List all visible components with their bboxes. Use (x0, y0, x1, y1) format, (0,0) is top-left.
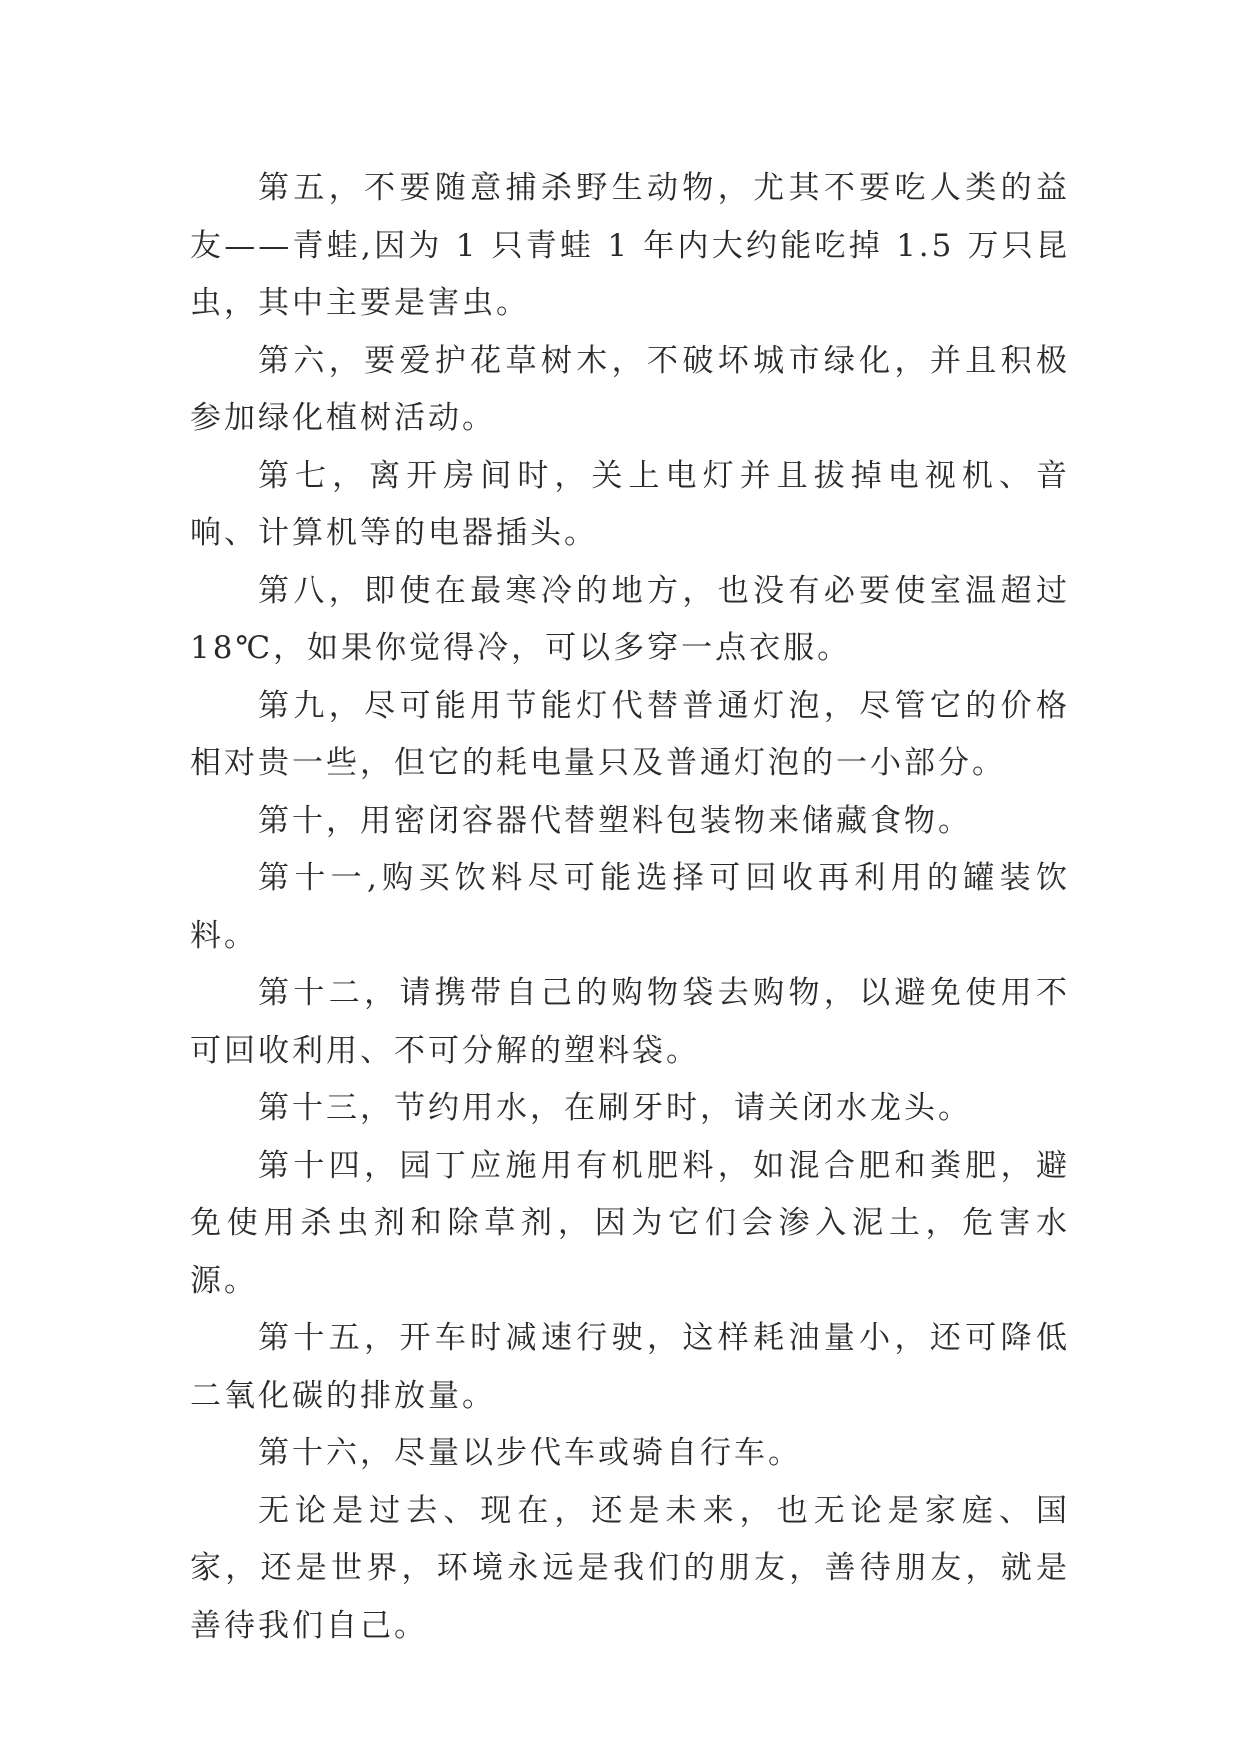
paragraph-item-5: 第五，不要随意捕杀野生动物，尤其不要吃人类的益友——青蛙,因为 1 只青蛙 1 年内大约能吃掉 1.5 万只昆虫，其中主要是害虫。 (190, 170, 1070, 321)
paragraph-item-14: 第十四，园丁应施用有机肥料，如混合肥和粪肥，避免使用杀虫剂和除草剂，因为它们会渗入泥土，危害水源。 (190, 1147, 1070, 1299)
document-body (190, 160, 1070, 1655)
paragraph-item-16: 第十六，尽量以步代车或骑自行车。 (258, 1435, 802, 1471)
closing-paragraph: 无论是过去、现在，还是未来，也无论是家庭、国家，还是世界，环境永远是我们的朋友，善待朋友，就是善待我们自己。 (190, 1492, 1070, 1644)
paragraph-item-12: 第十二，请携带自己的购物袋去购物，以避免使用不可回收利用、不可分解的塑料袋。 (190, 975, 1070, 1069)
paragraph-item-13: 第十三，节约用水，在刷牙时，请关闭水龙头。 (258, 1090, 972, 1126)
paragraph-item-10: 第十，用密闭容器代替塑料包装物来储藏食物。 (258, 802, 972, 839)
paragraph-item-11: 第十一,购买饮料尽可能选择可回收再利用的罐装饮料。 (190, 860, 1070, 954)
paragraph-item-6: 第六，要爱护花草树木，不破坏城市绿化，并且积极参加绿化植树活动。 (190, 342, 1070, 436)
paragraph-item-15: 第十五，开车时减速行驶，这样耗油量小，还可降低二氧化碳的排放量。 (190, 1320, 1070, 1414)
paragraph-item-7: 第七，离开房间时，关上电灯并且拔掉电视机、音响、计算机等的电器插头。 (190, 457, 1070, 551)
paragraph-item-9: 第九，尽可能用节能灯代替普通灯泡，尽管它的价格相对贵一些，但它的耗电量只及普通灯泡的一小部分。 (190, 687, 1070, 781)
paragraph-item-8: 第八，即使在最寒冷的地方，也没有必要使室温超过 18℃，如果你觉得冷，可以多穿一点衣服。 (190, 572, 1070, 666)
